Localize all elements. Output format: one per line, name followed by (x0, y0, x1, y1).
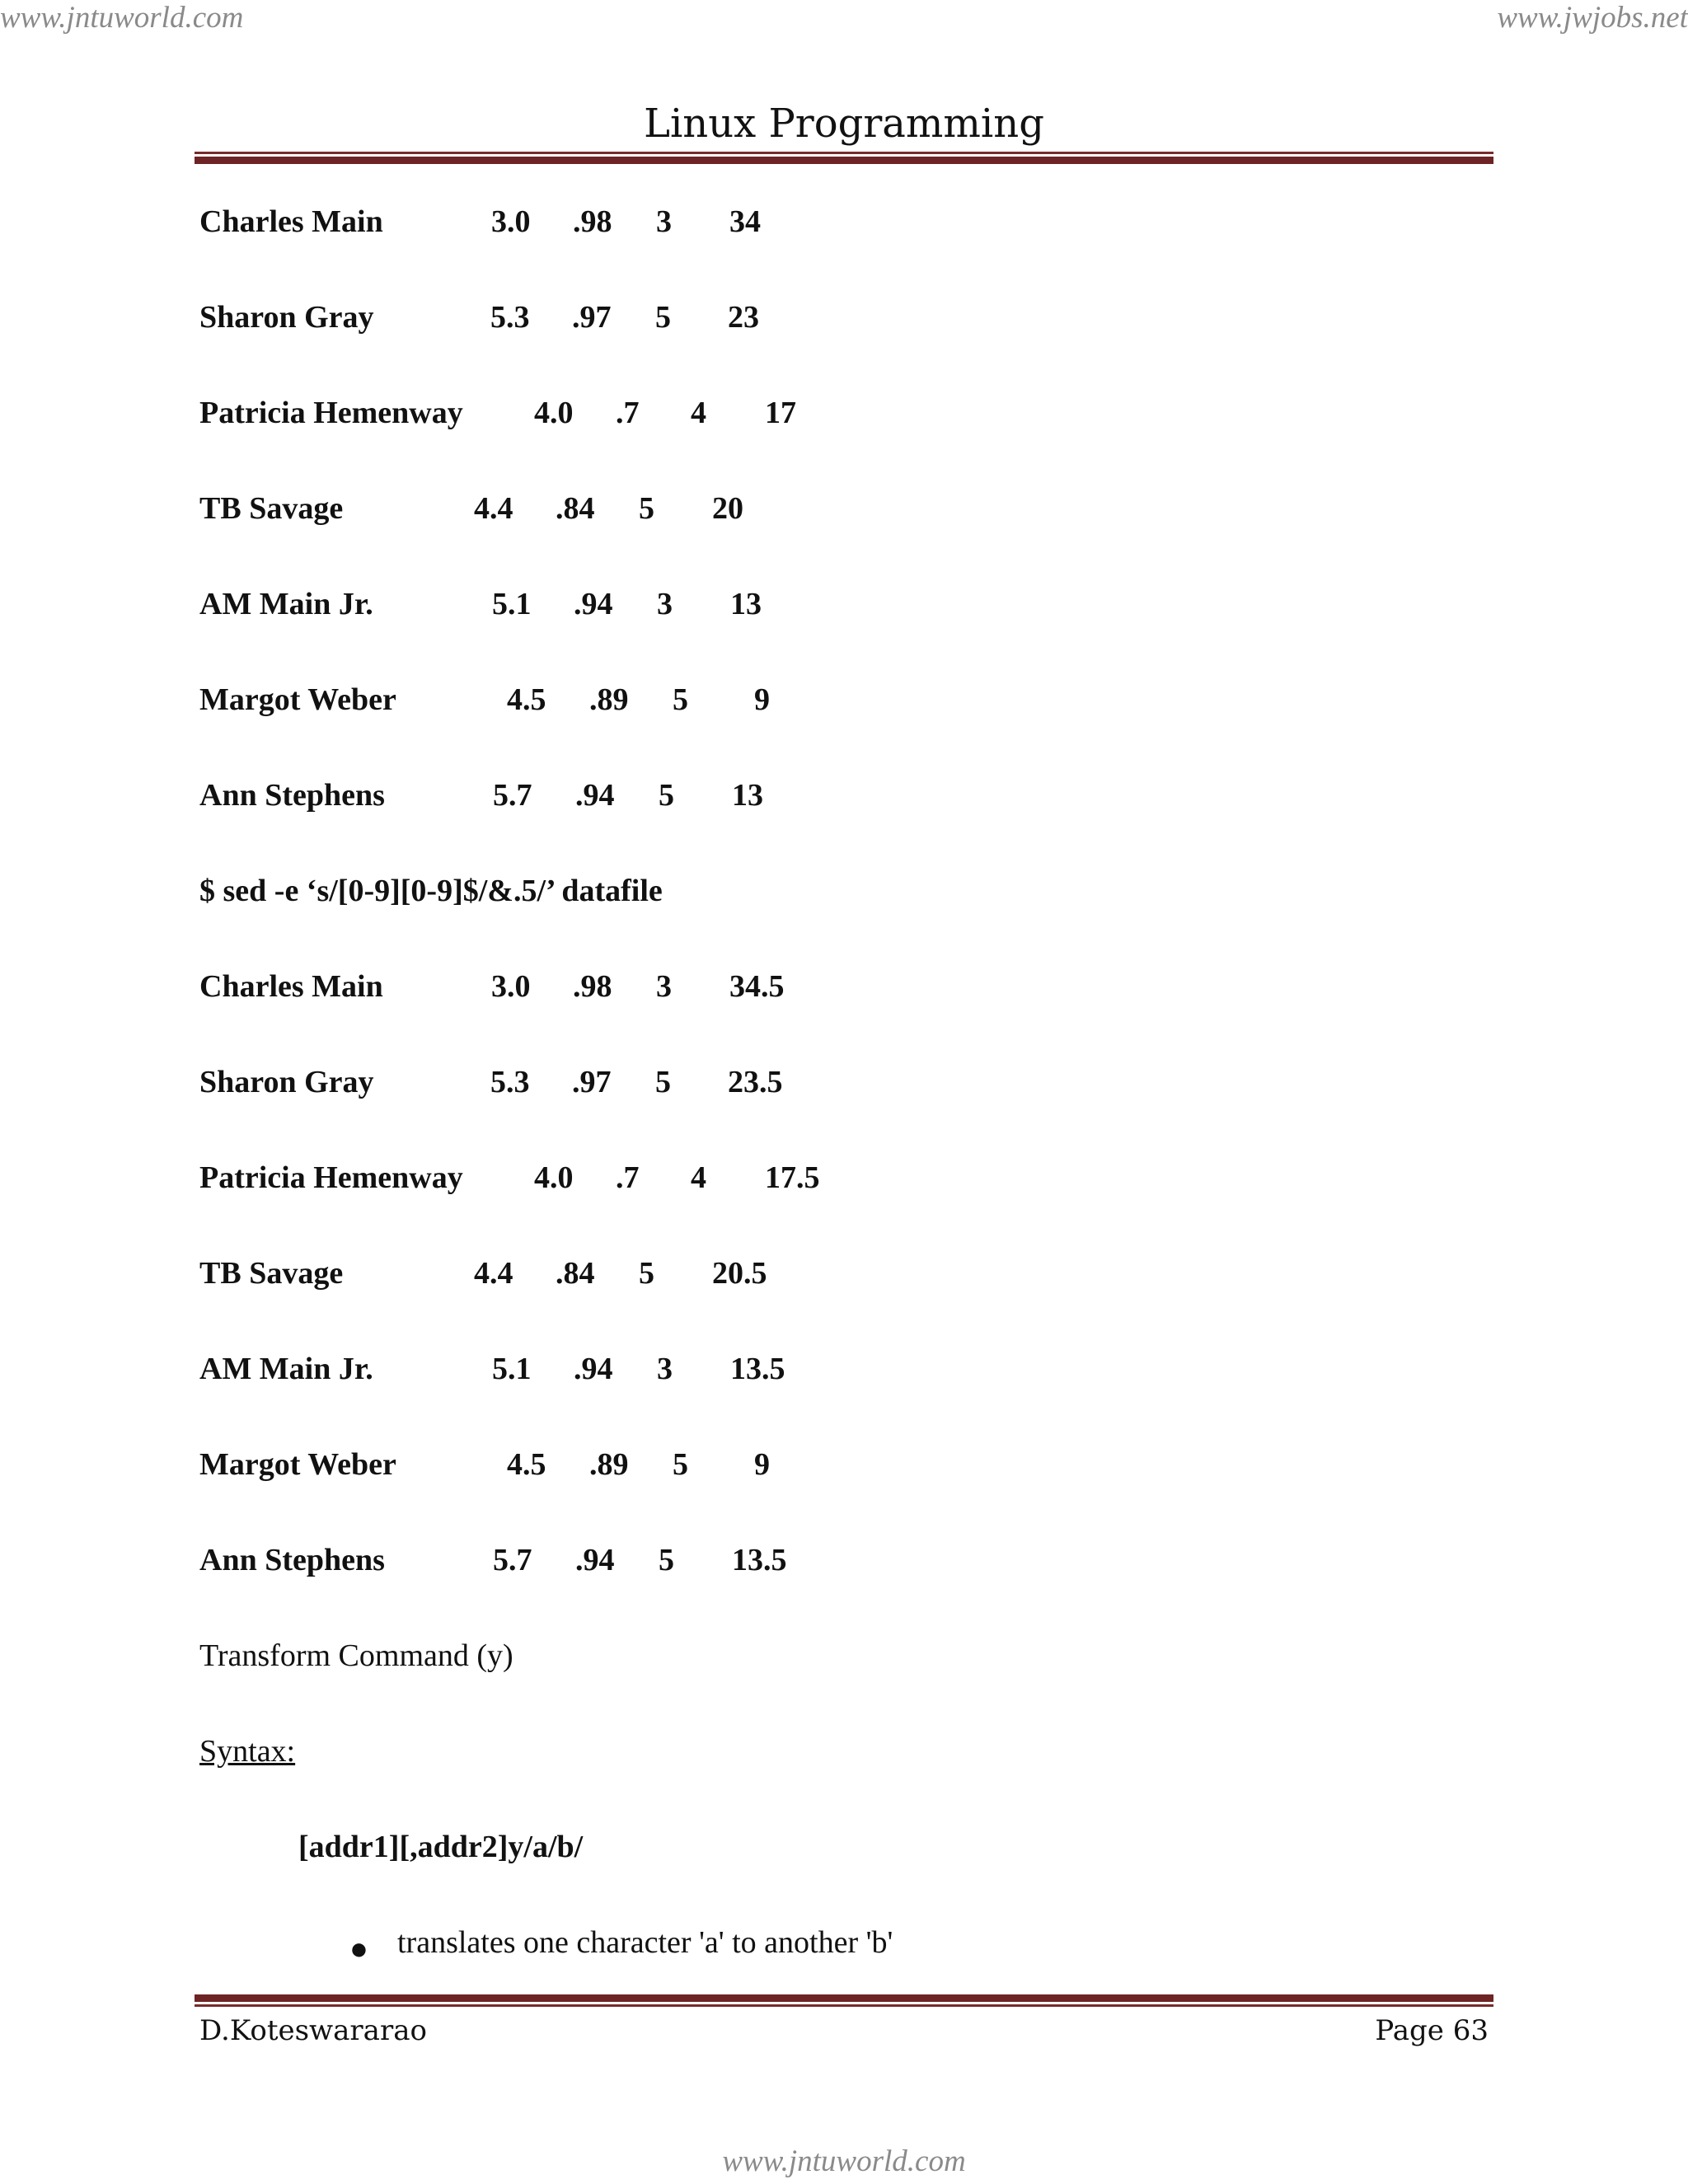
row-value-4: 9 (754, 1447, 770, 1482)
row-value-2: .7 (616, 396, 640, 430)
footer-author: D.Koteswararao (199, 2014, 427, 2047)
row-value-2: .89 (589, 1447, 629, 1482)
row-name: Charles Main (199, 204, 383, 239)
row-value-2: .84 (556, 491, 595, 526)
header-rule (195, 152, 1493, 164)
row-value-4: 17 (765, 396, 796, 430)
row-value-1: 3.0 (491, 204, 531, 239)
row-value-1: 4.0 (534, 1160, 574, 1195)
row-value-4: 23 (728, 300, 759, 335)
row-name: TB Savage (199, 1256, 344, 1291)
row-name: Charles Main (199, 969, 383, 1004)
row-value-3: 3 (656, 204, 672, 239)
row-value-4: 23.5 (728, 1065, 783, 1099)
row-value-1: 5.7 (493, 778, 532, 813)
row-value-3: 4 (691, 1160, 706, 1195)
row-value-4: 9 (754, 682, 770, 717)
row-value-3: 5 (673, 682, 688, 717)
transform-heading: Transform Command (y) (199, 1638, 513, 1673)
row-value-1: 4.5 (507, 682, 546, 717)
row-value-2: .89 (589, 682, 629, 717)
row-name: Ann Stephens (199, 1543, 385, 1577)
row-name: Ann Stephens (199, 778, 385, 813)
footer-rule (195, 1994, 1493, 2007)
watermark-bottom: www.jntuworld.com (722, 2144, 966, 2178)
row-value-1: 4.4 (474, 1256, 513, 1291)
row-name: Patricia Hemenway (199, 396, 463, 430)
row-value-3: 5 (655, 1065, 671, 1099)
row-value-4: 13.5 (732, 1543, 787, 1577)
row-value-2: .94 (574, 587, 613, 621)
row-value-1: 5.7 (493, 1543, 532, 1577)
row-value-2: .94 (574, 1352, 613, 1386)
row-value-4: 13 (732, 778, 763, 813)
row-name: AM Main Jr. (199, 1352, 373, 1386)
syntax-expression: [addr1][,addr2]y/a/b/ (298, 1830, 584, 1864)
bullet-item (349, 1925, 893, 1966)
row-value-3: 3 (657, 1352, 673, 1386)
row-value-3: 4 (691, 396, 706, 430)
bullet-dot-icon: ● (349, 1932, 368, 1966)
row-value-3: 5 (659, 1543, 674, 1577)
watermark-top-right: www.jwjobs.net (1497, 1, 1688, 35)
row-value-2: .98 (573, 204, 612, 239)
row-value-3: 3 (656, 969, 672, 1004)
row-value-1: 5.1 (492, 587, 532, 621)
row-name: Margot Weber (199, 1447, 396, 1482)
row-value-2: .98 (573, 969, 612, 1004)
row-value-3: 5 (639, 491, 654, 526)
row-value-4: 13 (730, 587, 762, 621)
row-name: AM Main Jr. (199, 587, 373, 621)
row-value-4: 34 (729, 204, 761, 239)
row-value-2: .97 (572, 300, 612, 335)
row-value-1: 4.0 (534, 396, 574, 430)
row-value-3: 5 (655, 300, 671, 335)
row-value-2: .94 (575, 778, 615, 813)
row-value-4: 20.5 (712, 1256, 767, 1291)
row-value-3: 5 (639, 1256, 654, 1291)
row-value-1: 5.1 (492, 1352, 532, 1386)
row-value-4: 13.5 (730, 1352, 785, 1386)
sed-command: $ sed -e ‘s/[0-9][0-9]$/&.5/’ datafile (199, 874, 663, 908)
row-value-4: 20 (712, 491, 743, 526)
row-value-3: 5 (659, 778, 674, 813)
footer-page-number: Page 63 (1375, 2014, 1489, 2047)
bullet-text: translates one character 'a' to another 'b' (397, 1925, 893, 1960)
row-name: Sharon Gray (199, 1065, 374, 1099)
row-name: Patricia Hemenway (199, 1160, 463, 1195)
row-value-4: 34.5 (729, 969, 785, 1004)
row-value-2: .97 (572, 1065, 612, 1099)
row-value-3: 5 (673, 1447, 688, 1482)
row-value-1: 5.3 (490, 300, 530, 335)
page-title: Linux Programming (644, 101, 1044, 147)
row-name: Margot Weber (199, 682, 396, 717)
row-value-2: .94 (575, 1543, 615, 1577)
row-name: TB Savage (199, 491, 344, 526)
row-value-2: .84 (556, 1256, 595, 1291)
row-value-1: 4.5 (507, 1447, 546, 1482)
row-value-1: 5.3 (490, 1065, 530, 1099)
row-value-3: 3 (657, 587, 673, 621)
row-value-1: 4.4 (474, 491, 513, 526)
row-value-2: .7 (616, 1160, 640, 1195)
row-name: Sharon Gray (199, 300, 374, 335)
row-value-1: 3.0 (491, 969, 531, 1004)
row-value-4: 17.5 (765, 1160, 820, 1195)
watermark-top-left: www.jntuworld.com (0, 1, 244, 35)
syntax-label: Syntax: (199, 1734, 296, 1769)
